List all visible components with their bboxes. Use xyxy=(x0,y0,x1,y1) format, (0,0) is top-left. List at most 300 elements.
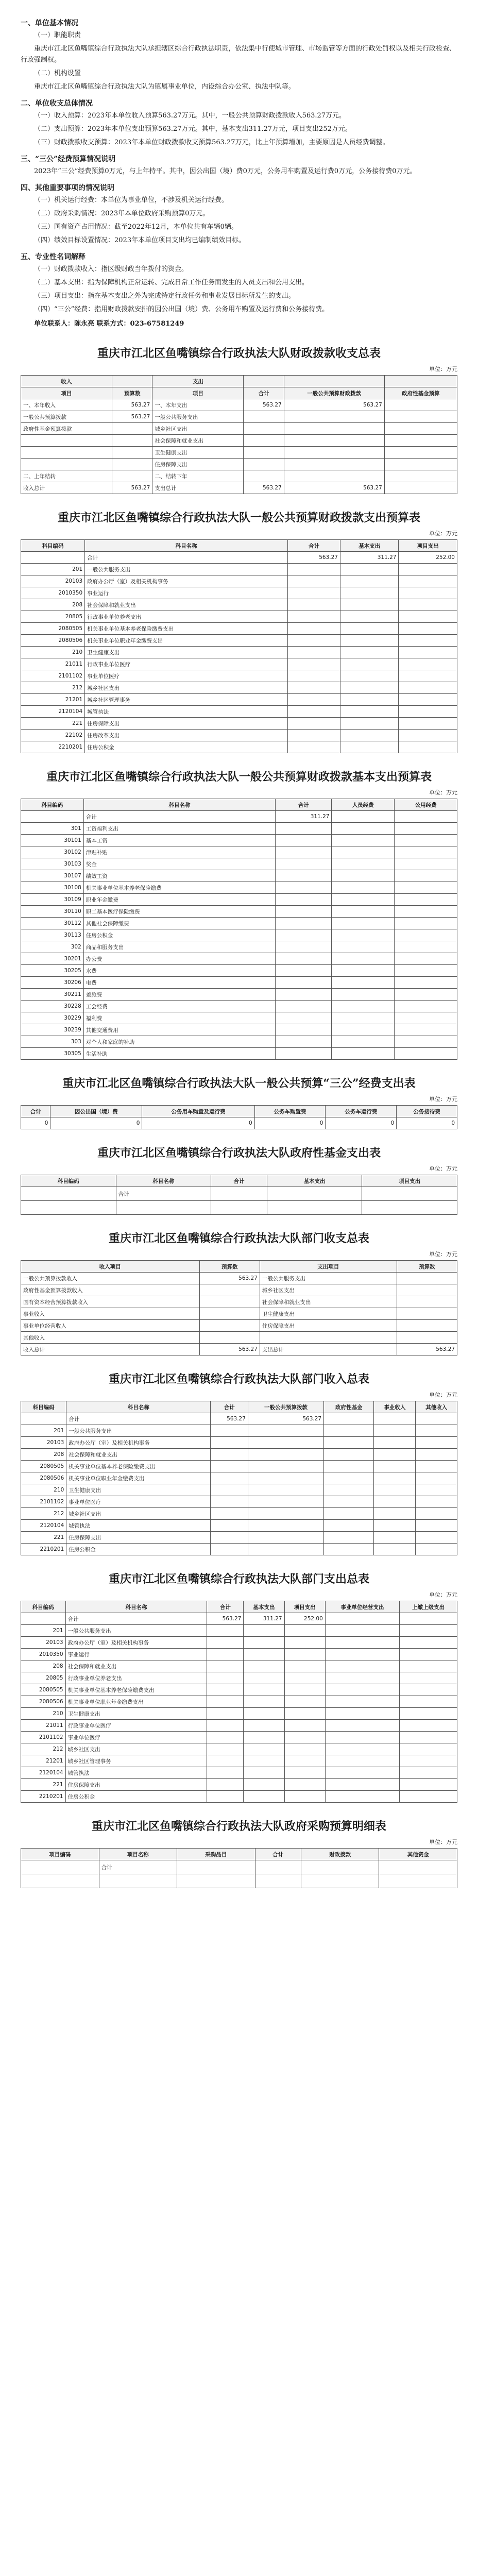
column-header: 项目 xyxy=(21,387,112,399)
table-cell xyxy=(416,1496,457,1508)
table-cell: 支出总计 xyxy=(152,482,244,494)
table-cell xyxy=(288,730,340,741)
table-cell xyxy=(21,435,112,447)
column-header: 科目名称 xyxy=(66,1401,211,1413)
table-row xyxy=(21,977,457,989)
table-row xyxy=(21,894,457,906)
table-cell xyxy=(400,1684,457,1696)
table-cell: 311.27 xyxy=(276,811,332,823)
table-cell: 卫生健康支出 xyxy=(152,447,244,459)
table-cell xyxy=(112,435,152,447)
table-cell: 2120104 xyxy=(21,1520,66,1532)
column-header: 公务用车购置及运行费 xyxy=(142,1106,254,1117)
table-cell: 252.00 xyxy=(284,1613,325,1625)
table-cell: 住房公积金 xyxy=(65,1791,207,1803)
table-cell xyxy=(399,694,457,706)
table-cell xyxy=(324,1413,374,1425)
basic-expenditure-table xyxy=(21,799,457,1060)
table-cell xyxy=(332,846,395,858)
table-cell: 30112 xyxy=(21,918,84,929)
table-row xyxy=(21,941,457,953)
table-cell xyxy=(288,575,340,587)
table-cell xyxy=(211,1508,248,1520)
table-cell xyxy=(400,1660,457,1672)
table-title: 重庆市江北区鱼嘴镇综合行政执法大队政府性基金支出表 xyxy=(97,1146,381,1160)
department-expense-table xyxy=(21,1601,457,1803)
table-cell xyxy=(116,1201,211,1215)
table-row xyxy=(21,1449,457,1461)
table-row xyxy=(21,870,457,882)
table-cell xyxy=(207,1625,244,1637)
table-cell xyxy=(400,1649,457,1660)
table-cell xyxy=(400,1625,457,1637)
table-cell xyxy=(340,599,399,611)
table-cell xyxy=(340,575,399,587)
table-cell xyxy=(384,482,457,494)
table-cell xyxy=(332,965,395,977)
table-cell: 电费 xyxy=(83,977,275,989)
table-block-2 xyxy=(21,510,457,753)
table-cell xyxy=(340,635,399,647)
table-cell xyxy=(399,564,457,575)
table-cell xyxy=(211,1187,267,1201)
table-cell xyxy=(211,1461,248,1472)
table-cell: 住房保障支出 xyxy=(260,1320,397,1332)
table-cell: 社会保障和就业支出 xyxy=(152,435,244,447)
paragraph: （一）财政拨款收入：指区级财政当年拨付的资金。 xyxy=(34,265,189,273)
table-row xyxy=(21,1413,457,1425)
table-cell xyxy=(276,858,332,870)
table-row xyxy=(21,682,457,694)
column-header: 基本支出 xyxy=(267,1175,362,1187)
table-row xyxy=(21,929,457,941)
table-cell: 行政事业单位养老支出 xyxy=(65,1672,207,1684)
table-cell: 303 xyxy=(21,1036,84,1048)
table-cell: 合计 xyxy=(65,1613,207,1625)
table-cell: 收入总计 xyxy=(21,1344,200,1355)
table-cell: 210 xyxy=(21,1708,66,1720)
header-row xyxy=(21,1106,457,1117)
table-cell: 201 xyxy=(21,1425,66,1437)
table-cell xyxy=(244,447,284,459)
table-cell: 机关事业单位职业年金缴费支出 xyxy=(66,1472,211,1484)
column-header: 上缴上级支出 xyxy=(400,1601,457,1613)
table-cell xyxy=(244,1625,284,1637)
table-cell xyxy=(416,1532,457,1544)
table-cell: 机关事业单位基本养老保险缴费 xyxy=(83,882,275,894)
table-row xyxy=(21,1672,457,1684)
table-cell xyxy=(276,1001,332,1012)
table-cell: 563.27 xyxy=(207,1613,244,1625)
header-row xyxy=(21,1175,457,1187)
table-cell xyxy=(244,1672,284,1684)
table-cell xyxy=(288,599,340,611)
table-cell: 2080505 xyxy=(21,1684,66,1696)
table-cell xyxy=(325,1649,399,1660)
table-cell xyxy=(211,1425,248,1437)
table-cell xyxy=(276,870,332,882)
table-row xyxy=(21,587,457,599)
table-cell xyxy=(399,706,457,718)
table-cell: 住房改革支出 xyxy=(85,730,288,741)
table-cell: 城乡社区支出 xyxy=(85,682,288,694)
table-cell xyxy=(21,811,84,823)
header-row xyxy=(21,540,457,552)
table-row xyxy=(21,1791,457,1803)
paragraph: 2023年“三公”经费预算0万元，与上年持平。其中，因公出国（境）费0万元，公务用车购置及运行费0万元，公务接待费0万元。 xyxy=(34,167,417,175)
table-cell xyxy=(395,1048,457,1060)
table-cell xyxy=(324,1508,374,1520)
column-header: 合计 xyxy=(244,387,284,399)
table-cell xyxy=(399,670,457,682)
table-cell xyxy=(332,977,395,989)
column-header: 公用经费 xyxy=(395,799,457,811)
paragraph: （四）绩效目标设置情况：2023年本单位项目支出均已编制绩效目标。 xyxy=(34,236,246,244)
column-header: 科目名称 xyxy=(116,1175,211,1187)
table-cell xyxy=(325,1696,399,1708)
unit-label: 单位：万元 xyxy=(429,1392,457,1398)
table-cell xyxy=(199,1284,260,1296)
table-cell xyxy=(177,1860,255,1874)
table-cell: 住房保障支出 xyxy=(85,718,288,730)
table-cell: 30110 xyxy=(21,906,84,918)
table-cell xyxy=(99,1874,177,1888)
table-cell xyxy=(112,447,152,459)
table-cell: 30201 xyxy=(21,953,84,965)
table-cell xyxy=(248,1508,323,1520)
table-cell: 311.27 xyxy=(340,552,399,564)
table-cell xyxy=(399,575,457,587)
column-header: 合计 xyxy=(207,1601,244,1613)
table-cell xyxy=(288,635,340,647)
table-cell xyxy=(340,694,399,706)
table-row xyxy=(21,1048,457,1060)
table-cell xyxy=(207,1779,244,1791)
table-cell: 收入总计 xyxy=(21,482,112,494)
table-cell xyxy=(255,1860,301,1874)
table-cell: 一般公共服务支出 xyxy=(152,411,244,423)
table-cell xyxy=(400,1708,457,1720)
table-cell: 21201 xyxy=(21,694,85,706)
column-header: 合计 xyxy=(211,1175,267,1187)
table-cell xyxy=(244,1732,284,1743)
table-cell xyxy=(399,682,457,694)
table-cell xyxy=(267,1187,362,1201)
paragraph: （二）基本支出：指为保障机构正常运转、完成日常工作任务而发生的人员支出和公用支出。 xyxy=(34,279,309,286)
table-row xyxy=(21,635,457,647)
table-cell: 行政事业单位医疗 xyxy=(85,658,288,670)
unit-label: 单位：万元 xyxy=(429,1591,457,1598)
table-cell xyxy=(288,587,340,599)
table-cell xyxy=(332,953,395,965)
table-cell: 事业单位经营收入 xyxy=(21,1320,200,1332)
table-cell: 30103 xyxy=(21,858,84,870)
table-cell xyxy=(324,1496,374,1508)
column-header: 支出项目 xyxy=(260,1261,397,1273)
table-cell xyxy=(325,1660,399,1672)
table-cell xyxy=(211,1472,248,1484)
table-cell: 其他收入 xyxy=(21,1332,200,1344)
table-cell xyxy=(395,870,457,882)
table-row xyxy=(21,1344,457,1355)
table-cell: 301 xyxy=(21,823,84,835)
unit-label: 单位：万元 xyxy=(429,530,457,537)
table-cell xyxy=(416,1544,457,1555)
table-cell xyxy=(399,635,457,647)
table-cell xyxy=(255,1874,301,1888)
column-header xyxy=(384,376,457,387)
table-row xyxy=(21,906,457,918)
column-header: 其他资金 xyxy=(379,1849,457,1860)
table-cell xyxy=(244,1755,284,1767)
table-cell: 2210201 xyxy=(21,1544,66,1555)
column-header: 合计 xyxy=(288,540,340,552)
table-row xyxy=(21,459,457,470)
table-cell: 机关事业单位基本养老保险缴费支出 xyxy=(85,623,288,635)
table-cell: 210 xyxy=(21,1484,66,1496)
table-cell xyxy=(284,1755,325,1767)
table-cell xyxy=(416,1413,457,1425)
column-header: 科目编码 xyxy=(21,1175,116,1187)
table-cell: 住房保障支出 xyxy=(152,459,244,470)
table-row xyxy=(21,823,457,835)
table-cell xyxy=(416,1484,457,1496)
table-cell: 商品和服务支出 xyxy=(83,941,275,953)
unit-label: 单位：万元 xyxy=(429,789,457,796)
table-cell xyxy=(395,929,457,941)
table-cell xyxy=(324,1472,374,1484)
table-cell xyxy=(340,647,399,658)
table-cell xyxy=(400,1637,457,1649)
table-cell xyxy=(288,694,340,706)
table-cell xyxy=(284,1743,325,1755)
table-cell: 工会经费 xyxy=(83,1001,275,1012)
table-cell: 2210201 xyxy=(21,1791,66,1803)
table-cell: 二、结转下年 xyxy=(152,470,244,482)
table-cell xyxy=(199,1320,260,1332)
table-cell: 生活补助 xyxy=(83,1048,275,1060)
table-cell: 30109 xyxy=(21,894,84,906)
contact-line: 单位联系人：陈永亮 联系方式：023-67581249 xyxy=(34,320,184,328)
header-row xyxy=(21,1601,457,1613)
table-cell xyxy=(400,1743,457,1755)
table-cell xyxy=(332,906,395,918)
table-cell xyxy=(395,1024,457,1036)
table-row xyxy=(21,918,457,929)
table-cell: 0 xyxy=(254,1117,326,1129)
department-income-table xyxy=(21,1401,457,1555)
table-cell xyxy=(324,1532,374,1544)
table-cell xyxy=(207,1696,244,1708)
table-row xyxy=(21,1484,457,1496)
table-cell xyxy=(395,941,457,953)
column-header: 合计 xyxy=(276,799,332,811)
table-cell: 事业单位医疗 xyxy=(65,1732,207,1743)
table-cell xyxy=(276,918,332,929)
table-cell xyxy=(211,1437,248,1449)
paragraph: （二）政府采购情况：2023年本单位政府采购预算0万元。 xyxy=(34,210,210,217)
table-title: 重庆市江北区鱼嘴镇综合行政执法大队一般公共预算财政拨款支出预算表 xyxy=(57,511,420,524)
table-title: 重庆市江北区鱼嘴镇综合行政执法大队部门收入总表 xyxy=(108,1372,369,1386)
table-cell: 2210201 xyxy=(21,741,85,753)
table-cell xyxy=(276,965,332,977)
table-row xyxy=(21,858,457,870)
table-cell xyxy=(301,1860,379,1874)
table-row xyxy=(21,1544,457,1555)
table-cell xyxy=(248,1437,323,1449)
table-cell: 2120104 xyxy=(21,706,85,718)
table-cell: 一般公共预算拨款收入 xyxy=(21,1273,200,1284)
column-header: 项目 xyxy=(152,387,244,399)
table-cell: 20805 xyxy=(21,611,85,623)
table-row xyxy=(21,1187,457,1201)
table-cell: 职工基本医疗保险缴费 xyxy=(83,906,275,918)
table-cell xyxy=(332,918,395,929)
table-cell xyxy=(267,1201,362,1215)
table-title: 重庆市江北区鱼嘴镇综合行政执法大队部门收支总表 xyxy=(108,1232,369,1245)
table-cell xyxy=(21,1187,116,1201)
table-cell: 一般公共预算拨款 xyxy=(21,411,112,423)
table-cell: 合计 xyxy=(85,552,288,564)
table-cell xyxy=(374,1413,416,1425)
table-cell: 住房公积金 xyxy=(85,741,288,753)
table-cell xyxy=(340,730,399,741)
table-cell: 事业单位医疗 xyxy=(66,1496,211,1508)
table-cell: 201 xyxy=(21,564,85,575)
header-row xyxy=(21,1849,457,1860)
table-cell xyxy=(244,423,284,435)
table-cell: 302 xyxy=(21,941,84,953)
table-cell xyxy=(211,1449,248,1461)
table-cell xyxy=(248,1484,323,1496)
table-cell xyxy=(384,435,457,447)
table-cell: 一般公共服务支出 xyxy=(85,564,288,575)
table-cell: 机关事业单位职业年金缴费支出 xyxy=(65,1696,207,1708)
table-cell xyxy=(288,647,340,658)
table-cell: 津贴补贴 xyxy=(83,846,275,858)
table-row xyxy=(21,575,457,587)
table-cell: 城乡社区支出 xyxy=(152,423,244,435)
table-cell xyxy=(244,1743,284,1755)
table-cell xyxy=(397,1308,457,1320)
table-cell xyxy=(276,906,332,918)
table-cell: 政府办公厅（室）及相关机构事务 xyxy=(66,1437,211,1449)
table-cell xyxy=(399,741,457,753)
table-row xyxy=(21,1520,457,1532)
table-cell: 2101102 xyxy=(21,670,85,682)
table-cell: 绩效工资 xyxy=(83,870,275,882)
table-cell xyxy=(325,1791,399,1803)
table-cell xyxy=(244,470,284,482)
table-cell xyxy=(374,1425,416,1437)
table-row xyxy=(21,435,457,447)
column-header xyxy=(244,376,284,387)
table-cell xyxy=(112,423,152,435)
table-cell xyxy=(340,718,399,730)
table-cell xyxy=(374,1544,416,1555)
table-cell xyxy=(400,1720,457,1732)
section-heading: 四、其他重要事项的情况说明 xyxy=(21,184,114,192)
table-row xyxy=(21,611,457,623)
table-cell: 一、本年支出 xyxy=(152,399,244,411)
table-cell xyxy=(284,1708,325,1720)
table-cell xyxy=(332,882,395,894)
table-cell: 21201 xyxy=(21,1755,66,1767)
table-cell xyxy=(332,1048,395,1060)
table-block-7 xyxy=(21,1371,457,1555)
table-cell: 208 xyxy=(21,1449,66,1461)
table-cell xyxy=(244,1660,284,1672)
table-cell xyxy=(362,1201,457,1215)
table-cell xyxy=(416,1449,457,1461)
table-cell xyxy=(400,1672,457,1684)
table-cell: 政府办公厅（室）及相关机构事务 xyxy=(65,1637,207,1649)
table-cell xyxy=(276,882,332,894)
table-cell: 福利费 xyxy=(83,1012,275,1024)
table-cell xyxy=(374,1532,416,1544)
table-cell: 社会保障和就业支出 xyxy=(260,1296,397,1308)
table-row xyxy=(21,1767,457,1779)
table-cell xyxy=(332,1001,395,1012)
table-cell xyxy=(288,564,340,575)
table-row xyxy=(21,706,457,718)
table-cell xyxy=(416,1461,457,1472)
table-cell: 208 xyxy=(21,599,85,611)
column-header: 采购品目 xyxy=(177,1849,255,1860)
table-cell: 合计 xyxy=(116,1187,211,1201)
table-cell xyxy=(207,1672,244,1684)
table-cell xyxy=(248,1425,323,1437)
column-header: 政府性基金预算 xyxy=(384,387,457,399)
table-cell xyxy=(284,1720,325,1732)
column-header: 基本支出 xyxy=(244,1601,284,1613)
table-cell xyxy=(260,1332,397,1344)
table-cell: 事业单位医疗 xyxy=(85,670,288,682)
table-cell xyxy=(21,1413,66,1425)
table-cell xyxy=(21,1874,99,1888)
table-cell xyxy=(244,1684,284,1696)
table-cell: 2120104 xyxy=(21,1767,66,1779)
table-cell xyxy=(284,447,384,459)
table-row xyxy=(21,623,457,635)
column-header: 公务车运行费 xyxy=(326,1106,397,1117)
table-cell xyxy=(395,965,457,977)
table-cell xyxy=(276,823,332,835)
table-row xyxy=(21,1696,457,1708)
section-heading: 三、“三公”经费预算情况说明 xyxy=(21,155,116,163)
table-cell xyxy=(332,823,395,835)
table-cell xyxy=(276,1024,332,1036)
table-row xyxy=(21,599,457,611)
table-cell xyxy=(244,459,284,470)
table-cell xyxy=(211,1496,248,1508)
table-cell: 563.27 xyxy=(284,399,384,411)
table-cell xyxy=(397,1296,457,1308)
table-cell xyxy=(211,1520,248,1532)
table-cell: 2080506 xyxy=(21,1472,66,1484)
table-cell xyxy=(374,1496,416,1508)
table-row xyxy=(21,1860,457,1874)
table-cell xyxy=(244,1720,284,1732)
table-cell xyxy=(384,411,457,423)
table-cell xyxy=(374,1461,416,1472)
table-cell xyxy=(284,1672,325,1684)
table-cell: 0 xyxy=(326,1117,397,1129)
table-cell: 事业收入 xyxy=(21,1308,200,1320)
table-cell: 城乡社区管理事务 xyxy=(65,1755,207,1767)
table-cell xyxy=(362,1187,457,1201)
table-cell: 20103 xyxy=(21,1637,66,1649)
